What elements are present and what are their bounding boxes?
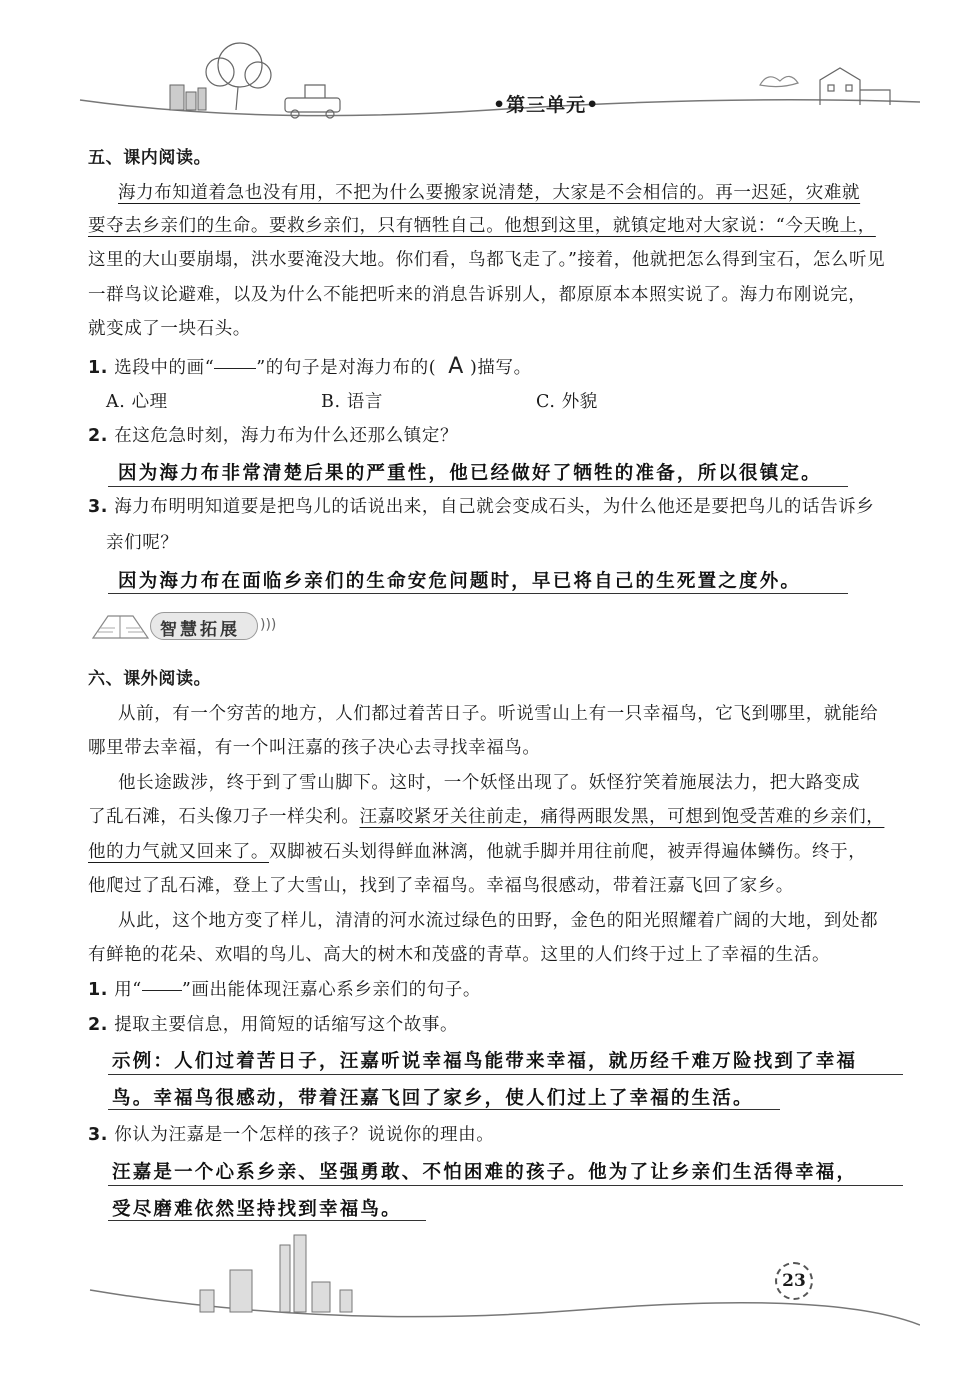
s5-q1-answer: A — [448, 354, 464, 379]
section5-title: 五、课内阅读。 — [88, 148, 212, 168]
passage6-line-7: 从此，这个地方变了样儿，清清的河水流过绿色的田野，金色的阳光照耀着广阔的大地，到处都 — [118, 911, 879, 931]
s5-question-3-line2: 亲们呢？ — [106, 533, 179, 553]
passage6-line-8: 有鲜艳的花朵、欢唱的鸟儿、高大的树木和茂盛的青草。这里的人们终于过上了幸福的生活。 — [88, 945, 831, 965]
s5-q2-answer-line — [108, 486, 848, 487]
passage6-line-6: 他爬过了乱石滩，登上了大雪山，找到了幸福鸟。幸福鸟很感动，带着汪嘉飞回了家乡。 — [88, 876, 794, 896]
unit-title: •第三单元• — [493, 94, 600, 116]
s5-question-1: 1. 选段中的画“ ”的句子是对海力布的( A )描写。 — [88, 354, 532, 379]
section6-title: 六、课外阅读。 — [88, 669, 212, 689]
passage6-line-4: 了乱石滩，石头像刀子一样尖利。汪嘉咬紧牙关往前走，痛得两眼发黑，可想到饱受苦难的乡亲们， — [88, 807, 885, 827]
passage6-line-2: 哪里带去幸福，有一个叫汪嘉的孩子决心去寻找幸福鸟。 — [88, 738, 541, 758]
s6-q2-answer-line2: 鸟。幸福鸟很感动，带着汪嘉飞回了家乡，使人们过上了幸福的生活。 — [112, 1088, 754, 1109]
city-skyline-icon — [200, 1235, 352, 1312]
car-icon — [285, 85, 340, 118]
s5-q1-option-a: A. 心理 — [106, 392, 168, 412]
s6-q2-answer-rule2 — [108, 1109, 780, 1110]
s6-question-3: 3. 你认为汪嘉是一个怎样的孩子？说说你的理由。 — [88, 1125, 495, 1145]
passage5-line-2: 要夺去乡亲们的生命。要救乡亲们，只有牺牲自己。他想到这里，就镇定地对大家说：“今天晚上， — [88, 216, 876, 236]
s5-q2-answer: 因为海力布非常清楚后果的严重性，他已经做好了牺牲的准备，所以很镇定。 — [118, 463, 822, 484]
s5-q3-answer: 因为海力布在面临乡亲们的生命安危问题时，早已将自己的生死置之度外。 — [118, 571, 802, 592]
passage5-line-5: 就变成了一块石头。 — [88, 319, 251, 339]
s5-question-2: 2. 在这危急时刻，海力布为什么还那么镇定？ — [88, 426, 459, 446]
passage6-line-3: 他长途跋涉，终于到了雪山脚下。这时，一个妖怪出现了。妖怪狞笑着施展法力，把大路变成 — [118, 773, 861, 793]
s6-q2-answer-line1: 示例：人们过着苦日子，汪嘉听说幸福鸟能带来幸福，就历经千难万险找到了幸福 — [112, 1051, 858, 1072]
s6-question-2: 2. 提取主要信息，用简短的话缩写这个故事。 — [88, 1015, 459, 1035]
banner-label: 智慧拓展 — [160, 620, 240, 640]
s6-q3-answer-rule2 — [108, 1220, 426, 1221]
header-decoration — [60, 30, 920, 130]
cloud-icon — [760, 76, 798, 86]
s5-q1-option-c: C. 外貌 — [536, 392, 598, 412]
banner-waves: ))) — [260, 617, 277, 633]
page-number: 23 — [775, 1262, 813, 1300]
s6-q3-answer-rule1 — [108, 1185, 903, 1186]
s5-q1-option-b: B. 语言 — [321, 392, 383, 412]
passage6-line-5: 他的力气就又回来了。双脚被石头划得鲜血淋漓，他就手脚并用往前爬，被弄得遍体鳞伤。终于， — [88, 842, 867, 862]
s6-q3-answer-line1: 汪嘉是一个心系乡亲、坚强勇敢、不怕困难的孩子。他为了让乡亲们生活得幸福， — [112, 1162, 858, 1183]
s6-question-1: 1. 用“ ”画出能体现汪嘉心系乡亲们的句子。 — [88, 980, 482, 1000]
tree-icon — [206, 43, 271, 110]
s5-question-3-line1: 3. 海力布明明知道要是把鸟儿的话说出来，自己就会变成石头，为什么他还是要把鸟儿的话告诉乡 — [88, 497, 875, 517]
book-icon — [88, 608, 158, 644]
underlined-sentence-part2: 他的力气就又回来了。 — [88, 842, 269, 862]
passage5-line-1: 海力布知道着急也没有用，不把为什么要搬家说清楚，大家是不会相信的。再一迟延，灾难就 — [118, 183, 861, 203]
s6-q3-answer-line2: 受尽磨难依然坚持找到幸福鸟。 — [112, 1199, 402, 1220]
s5-q3-answer-line — [108, 593, 848, 594]
passage6-line-1: 从前，有一个穷苦的地方，人们都过着苦日子。听说雪山上有一只幸福鸟，它飞到哪里，就能给 — [118, 704, 879, 724]
underlined-sentence-part1: 汪嘉咬紧牙关往前走，痛得两眼发黑，可想到饱受苦难的乡亲们， — [359, 807, 885, 827]
passage5-line-4: 一群鸟议论避难，以及为什么不能把听来的消息告诉别人，都原原本本照实说了。海力布刚说完， — [88, 285, 867, 305]
s6-q2-answer-rule1 — [108, 1074, 903, 1075]
passage5-line-3: 这里的大山要崩塌，洪水要淹没大地。你们看，鸟都飞走了。”接着，他就把怎么得到宝石，怎么听见 — [88, 250, 886, 270]
building-icon — [170, 85, 206, 110]
